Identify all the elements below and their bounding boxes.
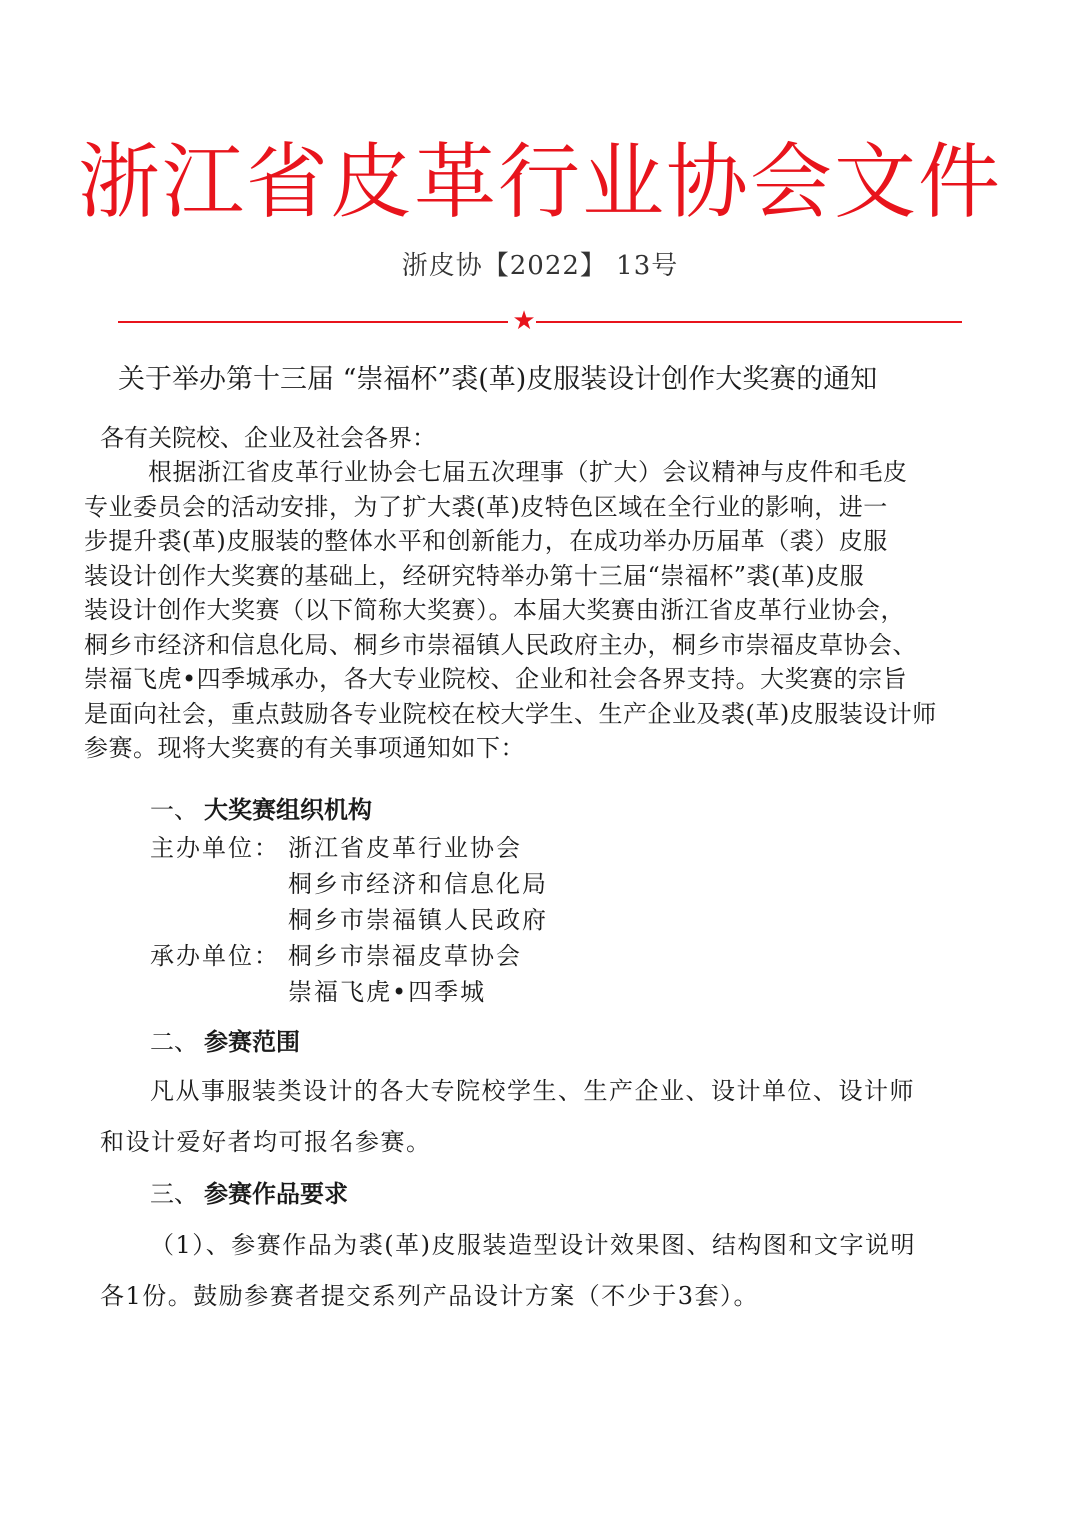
star-icon: ★ — [512, 306, 536, 336]
host-row — [150, 866, 548, 902]
section-title: 参赛范围 — [204, 1027, 300, 1056]
paragraph-line: 崇福飞虎•四季城承办，各大专业院校、企业和社会各界支持。大奖赛的宗旨 — [84, 665, 908, 693]
paragraph-line: 根据浙江省皮革行业协会七届五次理事（扩大）会议精神与皮件和毛皮 — [148, 458, 908, 486]
intro-paragraph — [84, 455, 984, 766]
paragraph-line: 桐乡市经济和信息化局、桐乡市崇福镇人民政府主办，桐乡市崇福皮草协会、 — [84, 630, 917, 659]
undertaker-label: 承办单位： — [150, 942, 280, 970]
undertaker-organization: 桐乡市崇福皮草协会 — [288, 942, 522, 970]
notice-title: 关于举办第十三届 “崇福杯”裘(革)皮服装设计创作大奖赛的通知 — [118, 364, 878, 395]
red-separator — [118, 306, 962, 336]
scope-line: 和设计爱好者均可报名参赛。 — [100, 1128, 432, 1156]
paragraph-line: 步提升裘(革)皮服装的整体水平和创新能力，在成功举办历届革（裘）皮服 — [84, 527, 888, 555]
paragraph-line: 是面向社会，重点鼓励各专业院校在校大学生、生产企业及裘(革)皮服装设计师 — [84, 699, 937, 728]
section-number: 二、 — [150, 1028, 198, 1056]
undertaker-organization: 崇福飞虎•四季城 — [288, 978, 487, 1006]
host-row — [150, 830, 522, 866]
host-row — [150, 902, 548, 938]
paragraph-line: 装设计创作大奖赛（以下简称大奖赛）。本届大奖赛由浙江省皮革行业协会， — [84, 596, 905, 624]
section-title: 大奖赛组织机构 — [204, 795, 372, 824]
section-heading-organization — [150, 792, 372, 828]
host-label: 主办单位： — [150, 834, 280, 862]
salutation: 各有关院校、企业及社会各界： — [100, 424, 436, 452]
paragraph-line: 参赛。现将大奖赛的有关事项通知如下： — [84, 734, 525, 762]
requirement-line: 各1份。鼓励参赛者提交系列产品设计方案（不少于3套）。 — [100, 1282, 760, 1310]
requirement-line: （1）、参赛作品为裘(革)皮服装造型设计效果图、结构图和文字说明 — [150, 1231, 916, 1259]
section-heading-requirements — [150, 1176, 348, 1212]
section-heading-scope — [150, 1024, 300, 1060]
section-number: 一、 — [150, 796, 198, 824]
paragraph-line: 专业委员会的活动安排，为了扩大裘(革)皮特色区域在全行业的影响，进一 — [84, 492, 888, 521]
separator-line-right — [536, 321, 962, 323]
scope-line: 凡从事服装类设计的各大专院校学生、生产企业、设计单位、设计师 — [150, 1077, 915, 1105]
undertaker-row — [150, 974, 486, 1010]
host-organization: 桐乡市崇福镇人民政府 — [288, 906, 548, 934]
paragraph-line: 装设计创作大奖赛的基础上，经研究特举办第十三届“崇福杯”裘(革)皮服 — [84, 561, 865, 590]
host-organization: 浙江省皮革行业协会 — [288, 834, 522, 862]
section-number: 三、 — [150, 1180, 198, 1208]
undertaker-row — [150, 938, 522, 974]
section-title: 参赛作品要求 — [204, 1179, 348, 1208]
separator-line-left — [118, 321, 508, 323]
host-organization: 桐乡市经济和信息化局 — [288, 870, 548, 898]
masthead-title: 浙江省皮革行业协会文件 — [77, 135, 1002, 230]
document-number: 浙皮协【2022】 13号 — [401, 251, 679, 281]
